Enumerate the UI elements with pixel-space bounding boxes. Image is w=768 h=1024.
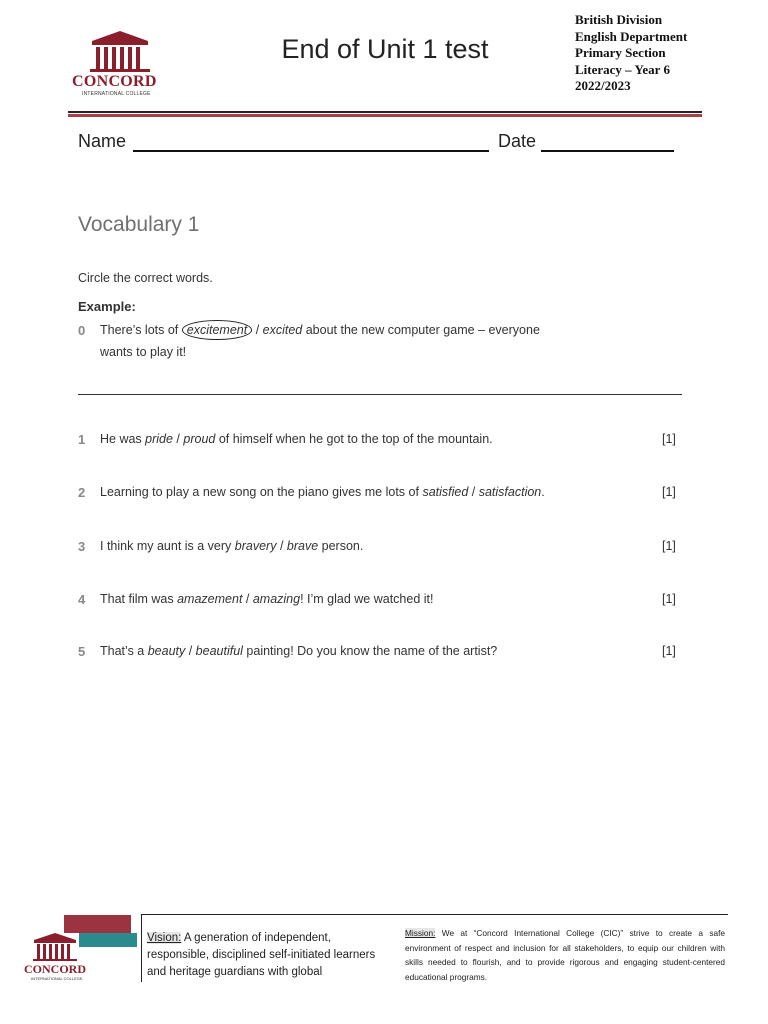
vision-label: Vision:	[147, 932, 182, 944]
question-number: 1	[78, 432, 86, 447]
question-text: He was pride / proud of himself when he got to the top of the mountain.	[100, 432, 493, 446]
school-info	[575, 12, 687, 95]
logo-name: CONCORD	[72, 73, 157, 90]
question-number: 4	[78, 592, 86, 607]
question-mark: [1]	[662, 485, 676, 499]
option-a[interactable]: satisfied	[422, 485, 469, 499]
mission-label: Mission:	[405, 928, 436, 938]
question-mark: [1]	[662, 539, 676, 553]
option-b[interactable]: amazing	[252, 592, 301, 606]
example-line	[100, 323, 540, 337]
section-title: Vocabulary 1	[78, 213, 200, 236]
question-text: Learning to play a new song on the piano gives me lots of satisfied / satisfaction.	[100, 485, 545, 499]
footer-accent-red	[64, 915, 131, 933]
footer-separator	[141, 914, 142, 982]
footer-logo-subtitle: INTERNATIONAL COLLEGE	[31, 976, 83, 981]
mission-statement	[405, 926, 725, 984]
header-rule-accent	[68, 114, 702, 117]
school-info-line: English Department	[575, 28, 688, 44]
mission-text: We at “Concord International College (CIC)” strive to create a safe environment of respect and inclusion for all stakeholders, to equip our children with skills needed to flourish, and to provide rigorous and engaging student-centered educational programs.	[405, 928, 725, 982]
question-number: 2	[78, 485, 86, 500]
name-label: Name	[78, 131, 127, 151]
example-label: Example:	[78, 299, 136, 314]
option-b[interactable]: satisfaction	[478, 485, 542, 499]
vision-text: A generation of independent, responsible, disciplined self-initiated learners and heritage guardians with global	[147, 932, 376, 978]
question-text: That’s a beauty / beautiful painting! Do you know the name of the artist?	[100, 644, 498, 658]
school-info-line: Primary Section	[575, 45, 666, 60]
name-field[interactable]	[133, 150, 489, 152]
example-option: excited	[262, 323, 303, 337]
school-info-line: Literacy – Year 6	[575, 61, 670, 77]
school-info-line: British Division	[575, 12, 663, 27]
vision-statement	[147, 930, 387, 981]
option-b[interactable]: brave	[286, 539, 319, 553]
footer-rule	[142, 914, 728, 915]
option-b[interactable]: beautiful	[195, 644, 243, 658]
instruction: Circle the correct words.	[78, 271, 213, 285]
example-text: about the new computer game – everyone	[302, 323, 540, 337]
example-separator: /	[252, 323, 263, 337]
option-a[interactable]: bravery	[234, 539, 277, 553]
date-label: Date	[498, 131, 537, 151]
example-circled-option: excitement	[182, 320, 252, 340]
example-text: There’s lots of	[100, 323, 182, 337]
option-a[interactable]: beauty	[147, 644, 186, 658]
question-text: I think my aunt is a very bravery / brave person.	[100, 539, 364, 553]
question-number: 3	[78, 539, 86, 554]
question-mark: [1]	[662, 644, 676, 658]
footer-logo-name: CONCORD	[24, 962, 86, 976]
school-info-line: 2022/2023	[575, 78, 631, 93]
option-b[interactable]: proud	[183, 432, 216, 446]
divider	[78, 394, 682, 395]
example-number: 0	[78, 323, 86, 338]
header-rule	[68, 111, 702, 113]
option-a[interactable]: amazement	[177, 592, 243, 606]
logo-subtitle: INTERNATIONAL COLLEGE	[82, 91, 151, 97]
question-text: That film was amazement / amazing! I’m glad we watched it!	[100, 592, 434, 606]
question-mark: [1]	[662, 592, 676, 606]
example-line-2: wants to play it!	[100, 345, 187, 359]
question-number: 5	[78, 644, 86, 659]
date-field[interactable]	[541, 150, 674, 152]
page-title: End of Unit 1 test	[281, 34, 489, 64]
question-mark: [1]	[662, 432, 676, 446]
option-a[interactable]: pride	[145, 432, 173, 446]
